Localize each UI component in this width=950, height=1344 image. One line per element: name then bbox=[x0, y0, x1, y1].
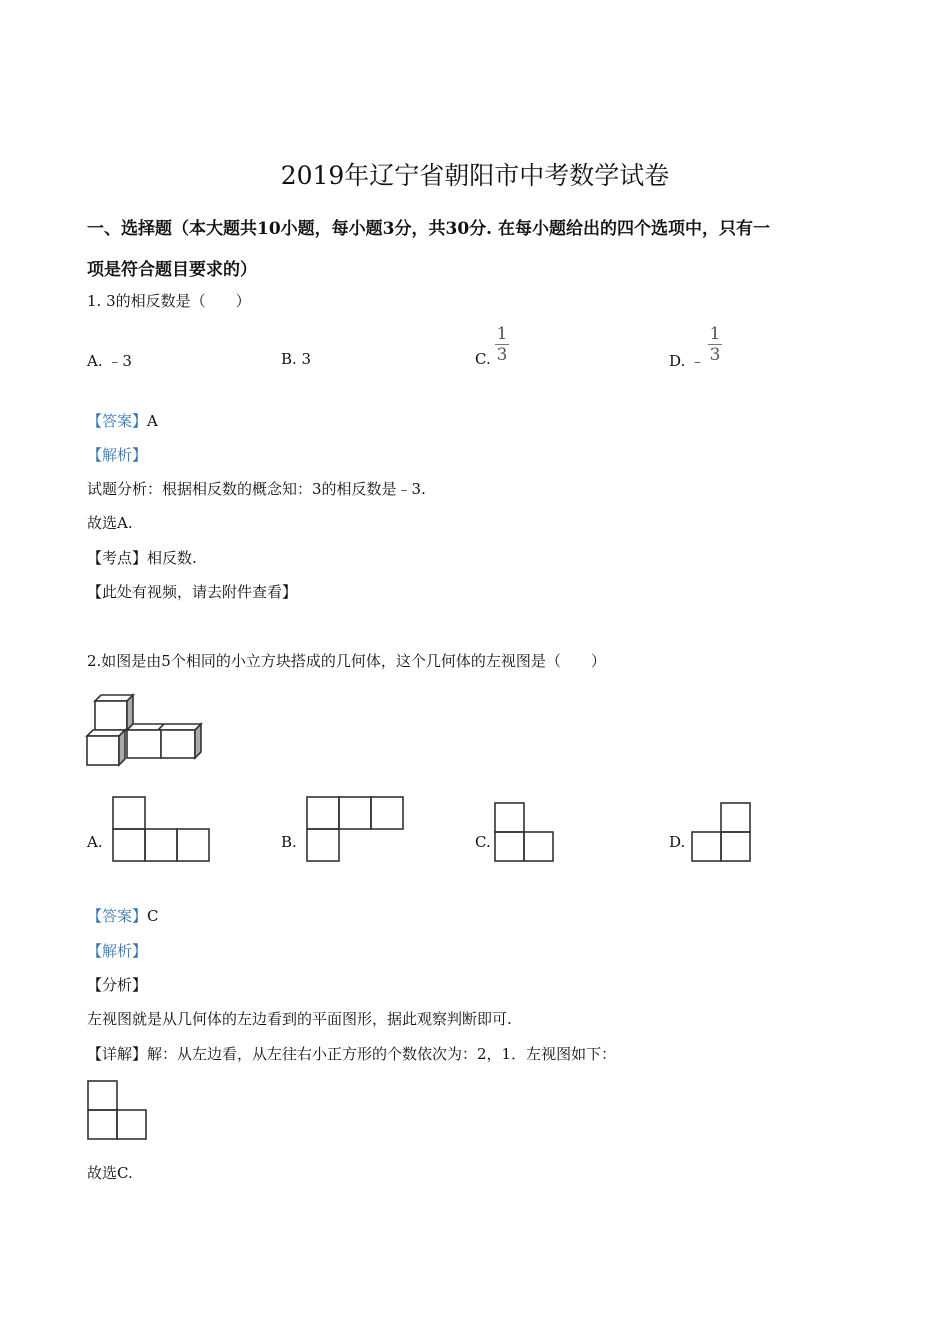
q2-option-a-figure bbox=[112, 796, 212, 862]
q1-option-c: C. bbox=[475, 350, 491, 368]
answer-tag: 【答案】 bbox=[87, 412, 148, 430]
section-heading-line1: 一、选择题（本大题共10小题，每小题3分，共30分. 在每小题给出的四个选项中，只有一 bbox=[87, 219, 770, 239]
q2-fenxi-tag: 【分析】 bbox=[87, 976, 148, 994]
fraction-denominator: 3 bbox=[496, 345, 508, 365]
q1-option-c-fraction bbox=[495, 324, 509, 365]
q1-option-a: A. ﹣3 bbox=[87, 352, 132, 370]
section-heading-line2: 项是符合题目要求的） bbox=[87, 260, 257, 280]
q1-kaodian: 【考点】相反数. bbox=[87, 549, 197, 567]
q2-fenxi-text: 左视图就是从几何体的左边看到的平面图形，据此观察判断即可. bbox=[87, 1010, 512, 1028]
page-title: 2019年辽宁省朝阳市中考数学试卷 bbox=[280, 161, 670, 190]
q2-analysis-tag: 【解析】 bbox=[87, 942, 148, 960]
q2-choose: 故选C. bbox=[87, 1164, 133, 1182]
q2-option-d-figure bbox=[691, 802, 753, 864]
q2-option-a-label: A. bbox=[87, 833, 103, 851]
q2-stem: 2.如图是由5个相同的小立方块搭成的几何体，这个几何体的左视图是（ ） bbox=[87, 652, 606, 670]
q2-detail: 【详解】解：从左边看，从左往右小正方形的个数依次为：2，1．左视图如下： bbox=[87, 1045, 617, 1063]
fraction-denominator: 3 bbox=[709, 345, 721, 365]
q1-option-b: B. 3 bbox=[281, 350, 312, 368]
q2-option-b-label: B. bbox=[281, 833, 297, 851]
q2-option-d-label: D. bbox=[669, 833, 686, 851]
q2-option-c-label: C. bbox=[475, 833, 491, 851]
answer-tag: 【答案】 bbox=[87, 907, 148, 925]
q2-left-view-figure bbox=[87, 1080, 149, 1142]
q1-video-note: 【此处有视频，请去附件查看】 bbox=[87, 583, 298, 601]
q2-option-c-figure bbox=[494, 802, 556, 864]
q1-choose: 故选A. bbox=[87, 514, 133, 532]
answer-value: A bbox=[147, 412, 158, 430]
answer-value: C bbox=[147, 907, 159, 925]
fraction-numerator: 1 bbox=[496, 324, 508, 344]
q1-analysis-text: 试题分析：根据相反数的概念知：3的相反数是﹣3. bbox=[87, 480, 426, 498]
q1-analysis-tag: 【解析】 bbox=[87, 446, 148, 464]
q1-stem: 1. 3的相反数是（ ） bbox=[87, 292, 251, 310]
q1-option-d-fraction bbox=[708, 324, 722, 365]
q1-option-d: D. ﹣ bbox=[669, 352, 706, 370]
q2-answer-line bbox=[87, 905, 159, 926]
q2-cube-figure bbox=[87, 692, 203, 768]
q1-answer-line bbox=[87, 410, 158, 431]
q2-option-b-figure bbox=[306, 796, 406, 862]
fraction-numerator: 1 bbox=[709, 324, 721, 344]
